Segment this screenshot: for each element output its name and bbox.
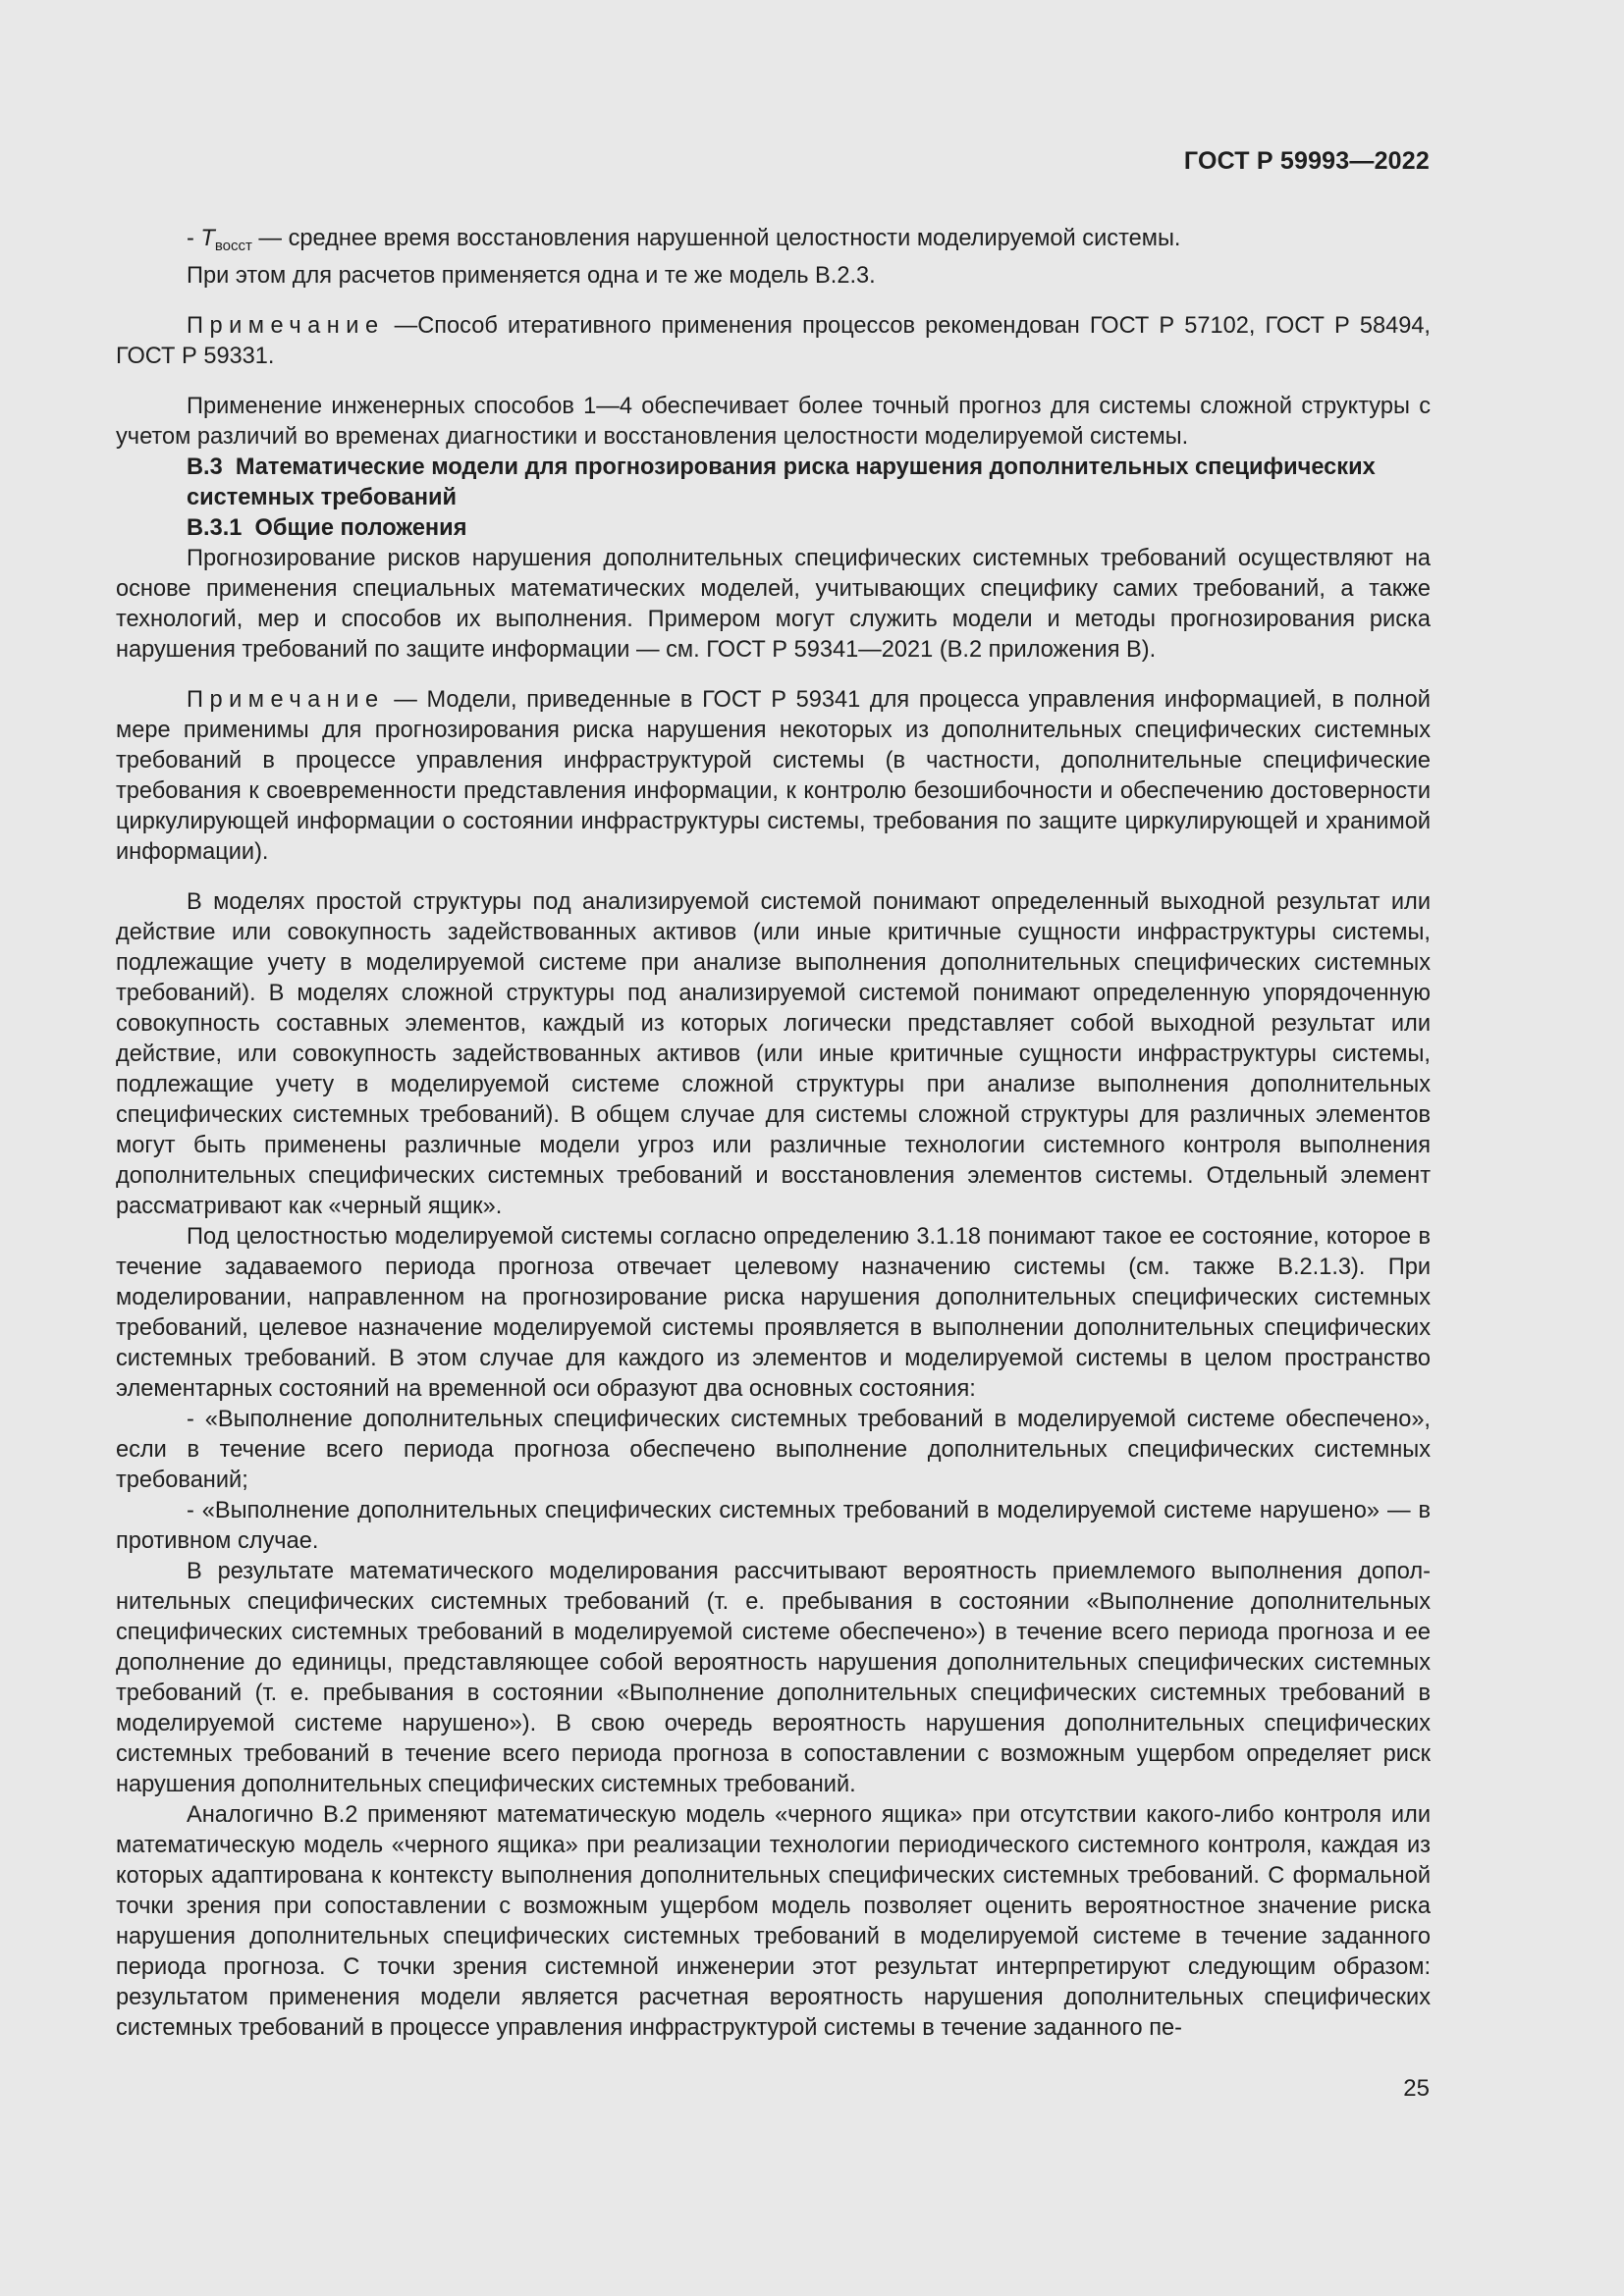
definition-symbol: T — [200, 226, 215, 251]
note-text-2: — Модели, приведенные в ГОСТ Р 59341 для процесса управления информацией, в полной мере применимы для прогнозирования риска нарушения некоторых из дополнительных специфических системных требований в процессе управления инфраструктурой системы (в частности, дополнительные специфические требования к своевременности представления информации, к контролю безошибочности и обеспечению достоверности циркулирующей информации о состоянии инфраструктуры системы, требования по защите циркулирующей и хранимой информации). — [116, 687, 1431, 865]
definition-dash: - — [187, 226, 201, 251]
section-heading-b31 — [116, 513, 1431, 544]
analogy-paragraph: Аналогично В.2 применяют математическую модель «черного ящика» при отсутствии какого-либо контроля или математическую модель «черного ящика» при реализации технологии периодического системного контроля, каждая из которых адаптирована к контексту выполнения дополнительных специфических системных требований. С формальной точки зрения при сопоставлении с возможным ущербом модель позволяет оценить вероятностное значение риска нарушения дополнительных специфических системных требований в моделируемой системе в течение заданного периода прогноза. С точки зрения системной инженерии этот результат интерпретируют следующим образом: результатом применения модели является расчетная вероятность нарушения дополнительных специфических системных требований в процессе управления инфраструктурой системы в течение заданного пе- — [116, 1802, 1431, 2041]
definition-subscript: восст — [214, 238, 252, 254]
note-paragraph-2 — [116, 685, 1431, 868]
methods-paragraph: Применение инженерных способов 1—4 обеспечивает более точный прогноз для системы сложной структуры с учетом различий во временах диагностики и восстановления целостности моделируемой системы. — [116, 394, 1431, 450]
list-item-1: - «Выполнение дополнительных специфических системных требований в моделируемой системе обеспечено», если в течение всего периода прогноза обеспечено выполнение дополнительных специфических системных требований; — [116, 1407, 1431, 1493]
section-heading-b3 — [116, 453, 1431, 513]
structures-paragraph: В моделях простой структуры под анализируемой системой понимают определенный выходной результат или действие или совокупность задействованных активов (или иные критичные сущности инфраструктуры системы, подлежащие учету в моделируемой системе при анализе выполнения дополнительных специфических системных требований). В моделях сложной структуры под анализируемой системой понимают определенную упорядоченную совокупность составных элементов, каждый из которых логически представляет собой выходной результат или действие, или совокупность задействованных активов (или иные критичные сущности инфраструктуры системы, подлежащие учету в моделируемой системе сложной структуры при анализе выполнения дополнительных специфических системных требований). В общем случае для системы сложной структуры для различных элементов могут быть применены различные модели угроз или различные технологии системного контроля выполнения дополнительных специфических системных требований и восстановления элементов системы. Отдельный элемент рассматривают как «черный ящик». — [116, 889, 1431, 1219]
note-paragraph-1 — [116, 311, 1431, 372]
section-title-b31: Общие положения — [254, 515, 467, 541]
section-number-b31: В.3.1 — [187, 515, 243, 541]
page-content — [116, 224, 1431, 2044]
note-text-1: —Способ итеративного применения процессов рекомендован ГОСТ Р 57102, ГОСТ Р 58494, ГОСТ Р 59331. — [116, 313, 1431, 369]
section-number-b3: В.3 — [187, 454, 223, 480]
section-title-b3: Математические модели для прогнозирования риска нарушения дополнительных специфических системных требований — [187, 454, 1376, 510]
result-paragraph: В результате математического моделирования рассчитывают вероятность приемлемого выполнения дополнительных специфических системных требований (т. е. пребывания в состоянии «Выполнение дополнительных специфических системных требований в моделируемой системе обеспечено») в течение всего периода прогноза и ее дополнение до единицы, представляющее собой вероятность нарушения дополнительных специфических системных требований (т. е. пребывания в состоянии «Выполнение дополнительных специфических системных требований в моделируемой системе нарушено»). В свою очередь вероятность нарушения дополнительных специфических системных требований в течение всего периода прогноза в сопоставлении с возможным ущербом определяет риск нарушения дополнительных специфических системных требований. — [116, 1559, 1431, 1797]
definition-line — [116, 224, 1431, 261]
definition-text: — среднее время восстановления нарушенной целостности моделируемой системы. — [251, 226, 1181, 251]
same-model-line: При этом для расчетов применяется одна и те же модель В.2.3. — [187, 263, 876, 289]
forecast-paragraph: Прогнозирование рисков нарушения дополнительных специфических системных требований осуществляют на основе применения специальных математических моделей, учитывающих специфику самих требований, а также технологий, мер и способов их выполнения. Примером могут служить модели и методы прогнозирования риска нарушения требований по защите информации — см. ГОСТ Р 59341—2021 (В.2 приложения В). — [116, 546, 1431, 663]
note-label-1: Примечание — [187, 313, 385, 339]
list-item-2: - «Выполнение дополнительных специфических системных требований в моделируемой системе нарушено» — в противном случае. — [116, 1498, 1431, 1554]
document-code-header: ГОСТ Р 59993—2022 — [1183, 147, 1430, 175]
page-number: 25 — [1403, 2075, 1430, 2102]
note-label-2: Примечание — [187, 687, 385, 713]
integrity-paragraph: Под целостностью моделируемой системы согласно определению 3.1.18 понимают такое ее состояние, которое в течение задаваемого периода прогноза отвечает целевому назначению системы (см. также В.2.1.3). При моделировании, направленном на прогнозирование риска нарушения дополнительных специфических системных требований, целевое назначение моделируемой системы проявляется в выполнении дополнительных специфических системных требований. В этом случае для каждого из элементов и моделируемой системы в целом пространство элементарных состояний на временной оси образуют два основных состояния: — [116, 1224, 1431, 1402]
